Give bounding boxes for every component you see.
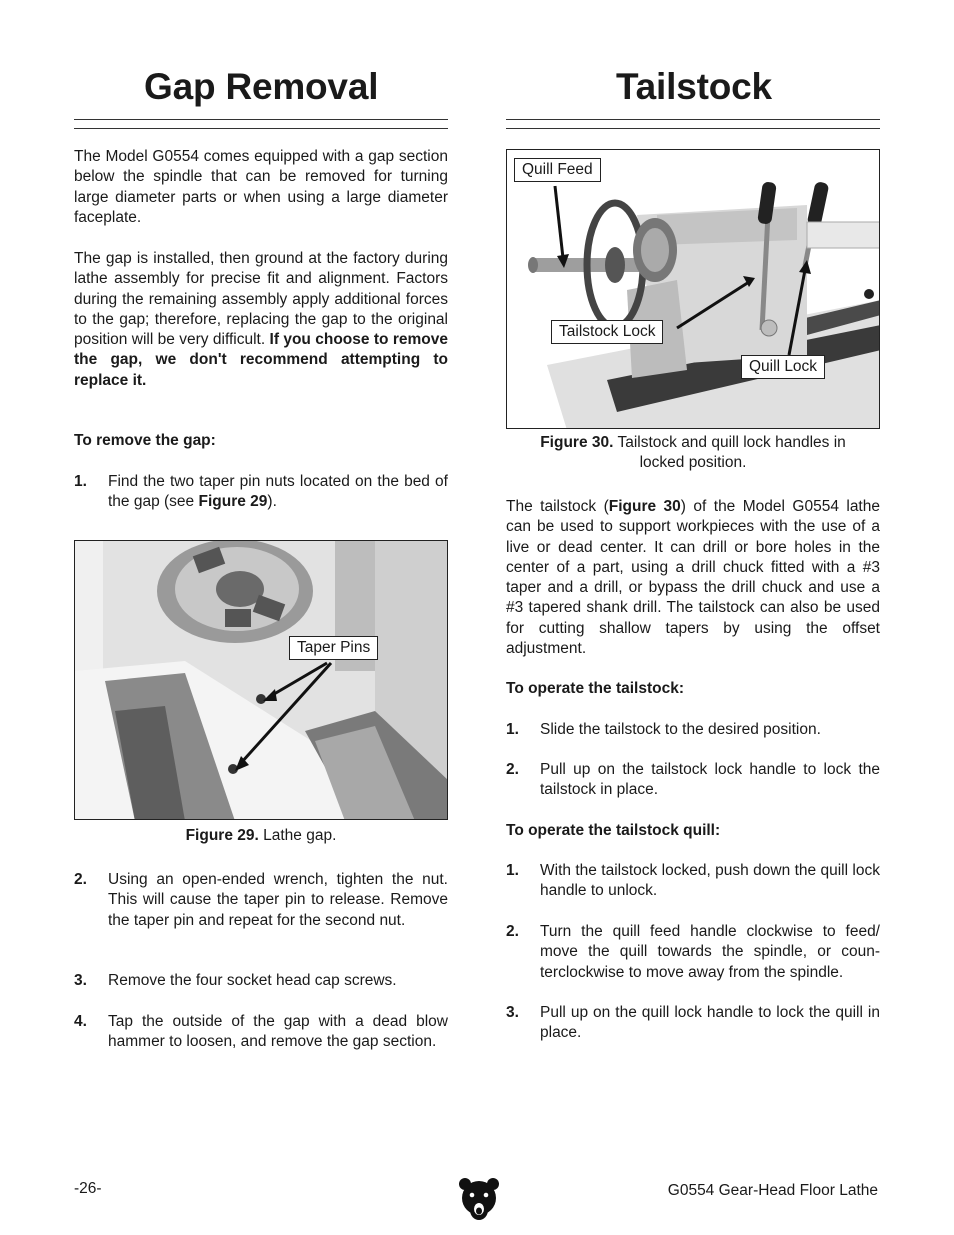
quill-operate-heading: To operate the tailstock quill: [506,822,721,839]
gap-intro-paragraph-2: The gap is installed, then ground at the factory during lathe assembly for precise fit and alignment. Factors during the remaining assembly apply additional forces to the gap; therefore, replacing the gap to the original position will be very difficult. If you choose to remove the gap, we don't recommend attempting to replace it. [74,250,448,389]
title-rule-bottom [506,128,880,129]
gap-warning-text: If you choose to remove the gap, we don't recommend attempting to replace it. [74,331,448,389]
gap-step-4: 4. Tap the outside of the gap with a dead blow hammer to loosen, and remove the gap section. [74,1013,448,1051]
callout-quill-lock: Quill Lock [741,355,825,379]
tailstock-step-1: 1. Slide the tailstock to the desired position. [506,721,821,738]
tailstock-operate-heading: To operate the tailstock: [506,680,684,697]
gap-step-2: 2. Using an open-ended wrench, tighten the nut. This will cause the taper pin to release. Remove the taper pin and repeat for the second nut. [74,871,448,929]
tailstock-step-2: 2. Pull up on the tailstock lock handle to lock the tailstock in place. [506,761,880,799]
tailstock-intro-paragraph: The tailstock (Figure 30) of the Model G0554 lathe can be used to support workpieces with the use of a live or dead center. It can drill or bore holes in the center of a part, using a drill chuck fitted with a #3 taper and a drill, or bypass the drill chuck and use a #3 tapered shank drill. The tailstock can also be used for cutting shallow tapers by using the offset adjustment. [506,498,880,658]
gap-step-3: 3. Remove the four socket head cap screws. [74,972,397,989]
tailstock-illustration [507,150,880,429]
figure-29-caption: Figure 29. Lathe gap. [185,827,337,844]
callout-taper-pins: Taper Pins [289,636,378,660]
figure-30-caption: Figure 30. Tailstock and quill lock handles in locked position. [540,434,846,472]
quill-step-2: 2. Turn the quill feed handle clockwise to feed/ move the quill towards the spindle, or counterclockwise to move away from the spindle. [506,923,880,981]
section-title-tailstock: Tailstock [616,66,772,107]
title-rule-bottom [74,128,448,129]
section-title-gap-removal: Gap Removal [144,66,379,107]
callout-quill-feed: Quill Feed [514,158,601,182]
figure-29-lathe-gap-photo [74,540,448,820]
grizzly-bear-logo-icon [458,1176,500,1222]
title-rule-top [74,119,448,120]
page-number: -26- [74,1180,102,1197]
lathe-gap-illustration [75,541,448,820]
gap-intro-paragraph-1: The Model G0554 comes equipped with a gap section below the spindle that can be removed for turning large diameter parts or when using a large diameter faceplate. [74,148,448,226]
figure-30-tailstock-photo [506,149,880,429]
quill-step-1: 1. With the tailstock locked, push down the quill lock handle to unlock. [506,862,880,900]
gap-step-1: 1. Find the two taper pin nuts located on the bed of the gap (see Figure 29). [74,473,448,511]
title-rule-top [506,119,880,120]
callout-tailstock-lock: Tailstock Lock [551,320,663,344]
quill-step-3: 3. Pull up on the quill lock handle to lock the quill in place. [506,1004,880,1042]
gap-procedure-heading: To remove the gap: [74,432,216,449]
document-title: G0554 Gear-Head Floor Lathe [667,1182,878,1199]
